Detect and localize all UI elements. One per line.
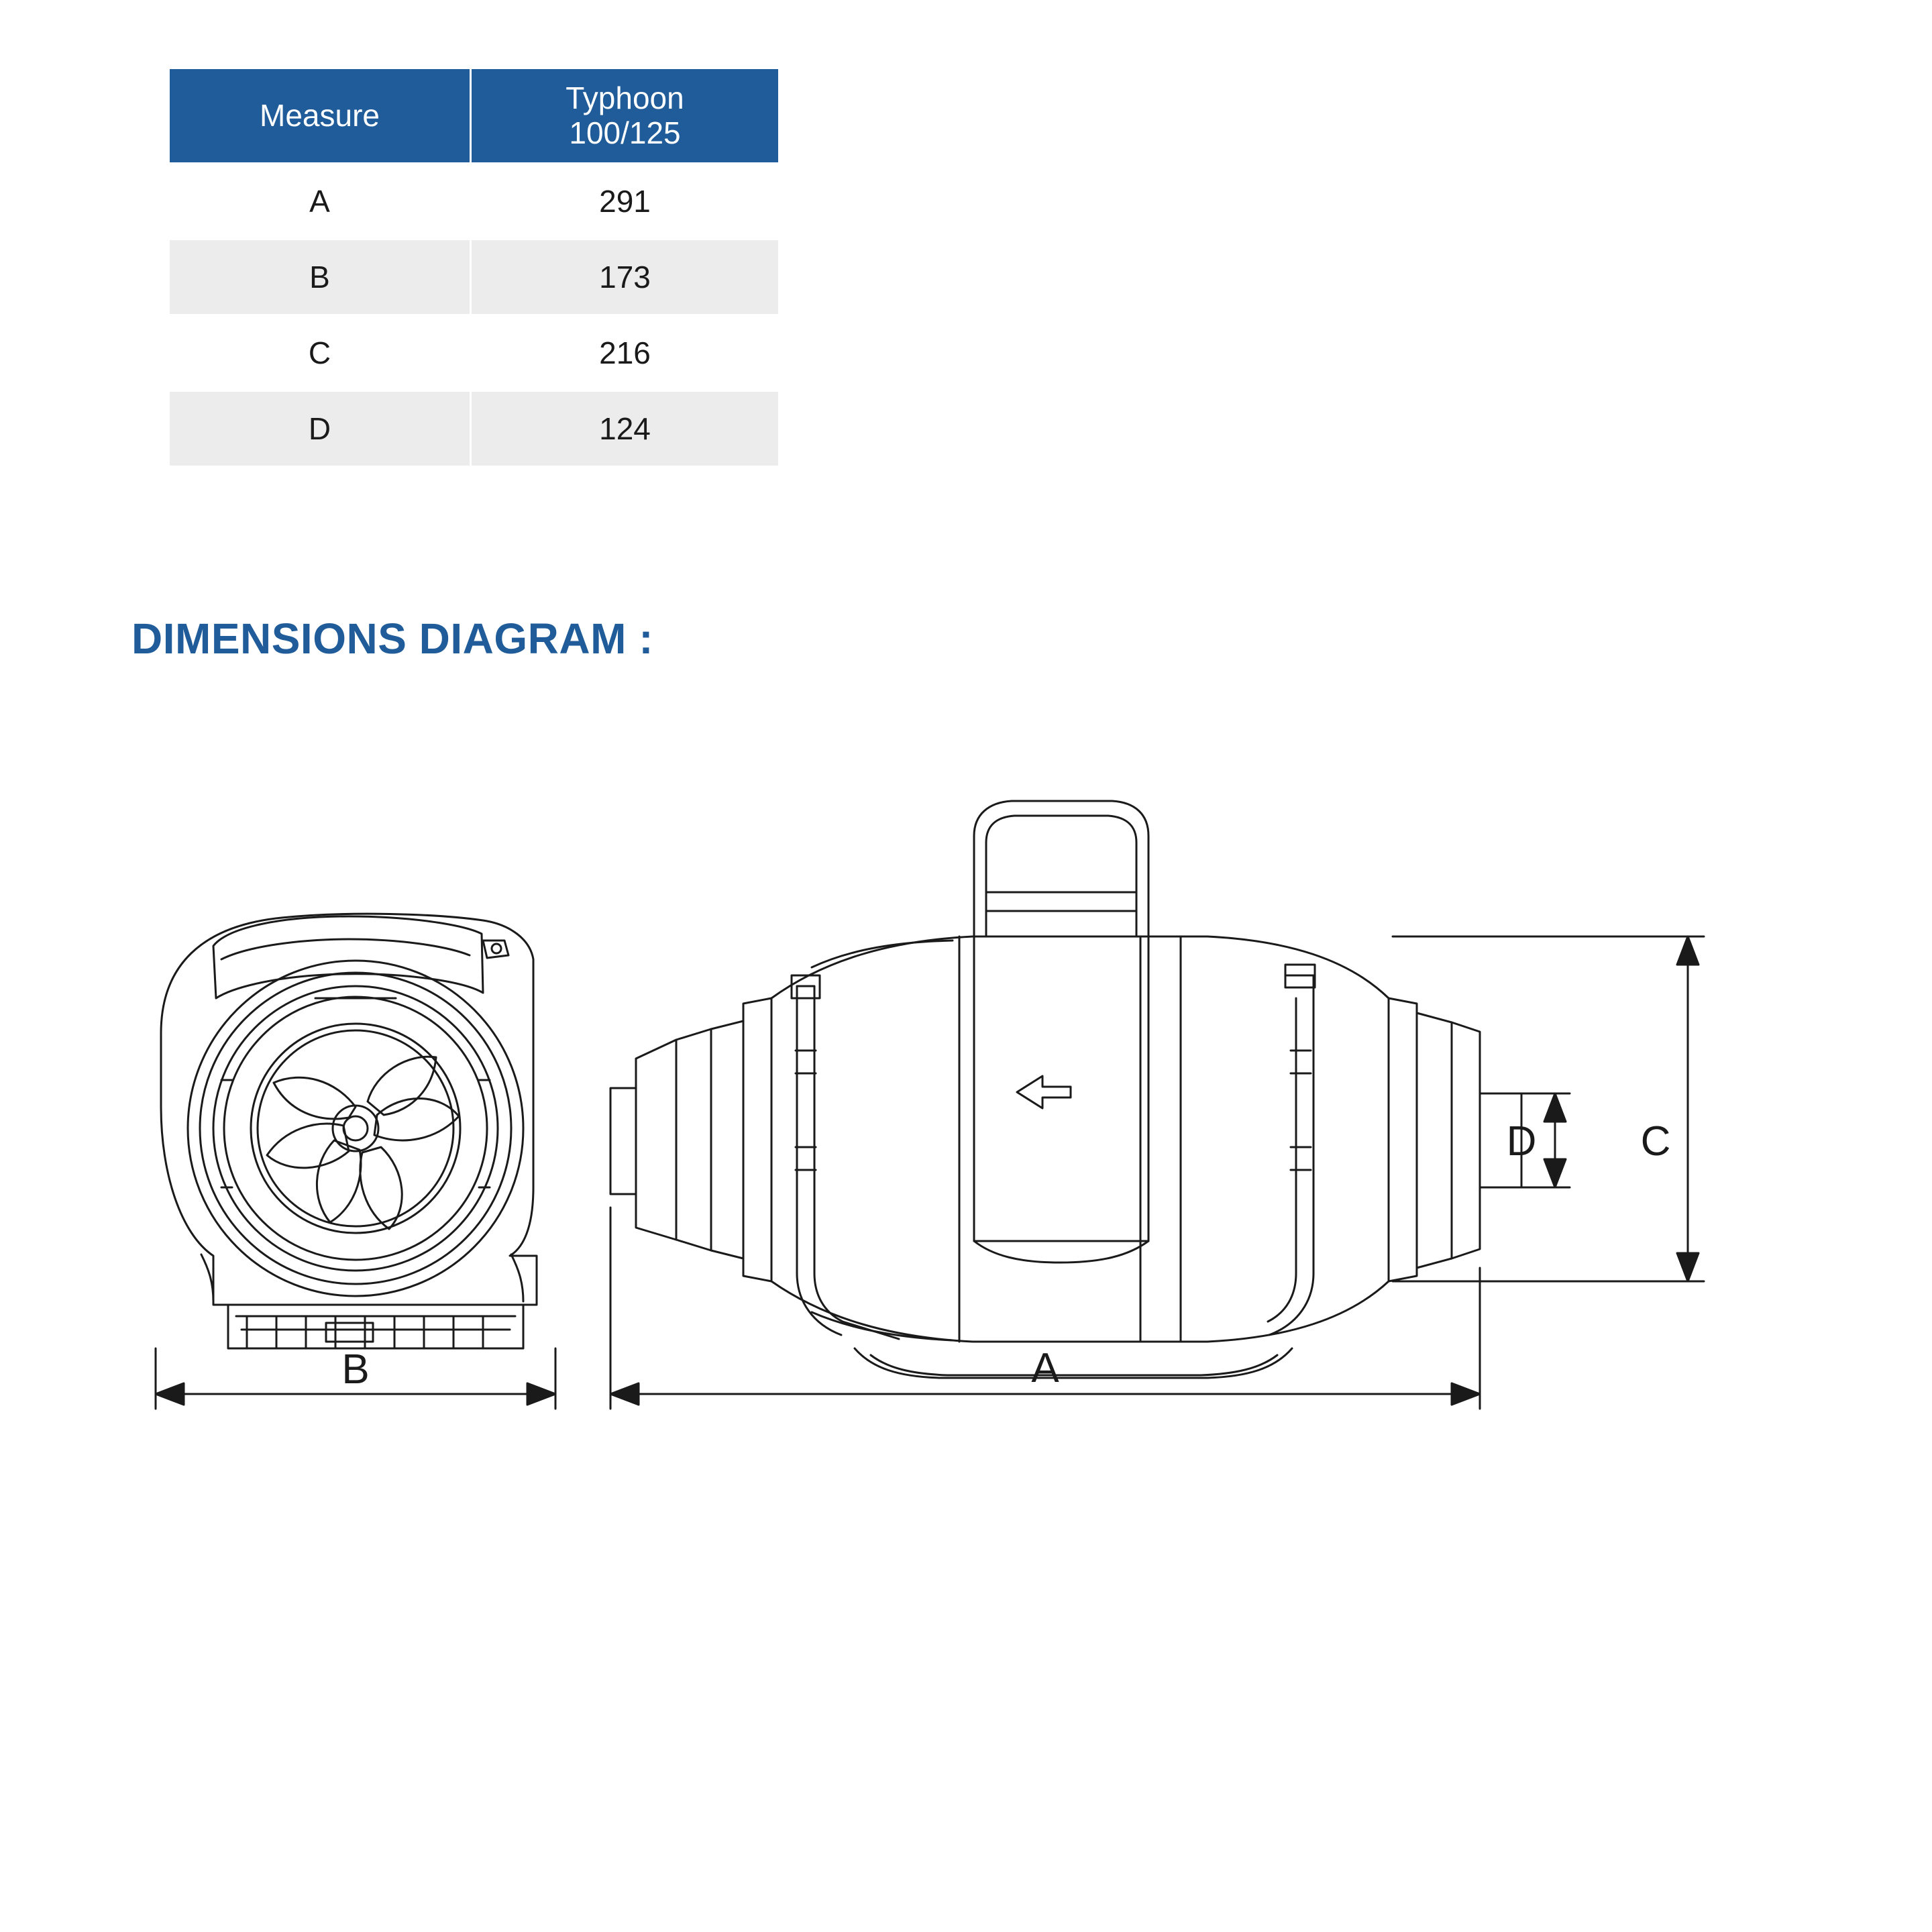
column-header-measure (169, 68, 471, 164)
column-header-model-line2: 100/125 (569, 115, 681, 150)
dimension-label-a: A (1031, 1345, 1059, 1391)
dimension-label-c: C (1640, 1118, 1671, 1165)
cell-measure: C (169, 315, 471, 391)
airflow-arrow-icon (1017, 1076, 1071, 1108)
dimensions-table (168, 67, 780, 468)
cell-measure: D (169, 391, 471, 467)
column-header-measure-label: Measure (260, 97, 380, 133)
table-row (169, 315, 780, 391)
cell-value: 124 (471, 391, 780, 467)
column-header-model-line1: Typhoon (566, 80, 684, 115)
table-row (169, 239, 780, 315)
side-view-of-inline-duct-fan (610, 801, 1521, 1378)
page-title: DIMENSIONS DIAGRAM : (131, 614, 653, 663)
cell-value: 216 (471, 315, 780, 391)
cell-value: 173 (471, 239, 780, 315)
cell-value: 291 (471, 164, 780, 239)
front-view-of-inline-duct-fan (161, 914, 537, 1348)
table-row (169, 164, 780, 239)
dimension-label-b: B (341, 1346, 370, 1393)
column-header-model (471, 68, 780, 164)
dimensions-diagram (0, 678, 1932, 1483)
cell-measure: A (169, 164, 471, 239)
table-header-row (169, 68, 780, 164)
table-row (169, 391, 780, 467)
dimension-label-d: D (1506, 1118, 1537, 1165)
cell-measure: B (169, 239, 471, 315)
